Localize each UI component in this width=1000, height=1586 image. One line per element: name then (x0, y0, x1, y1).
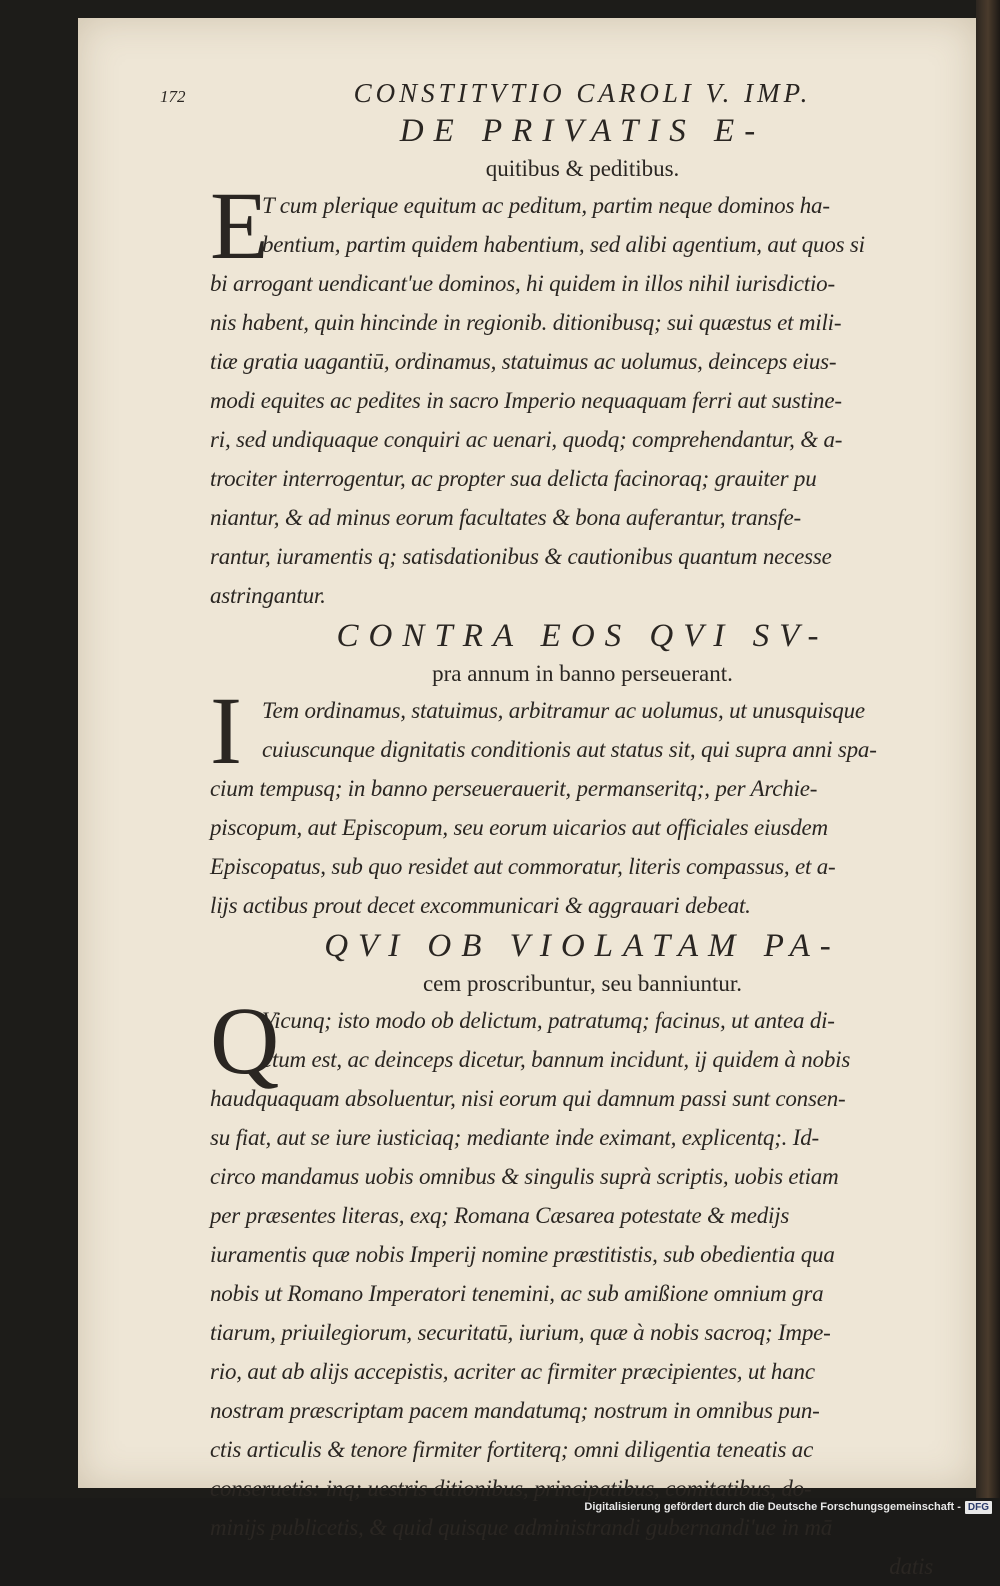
text-line: su fiat, aut se iure iusticiaq; mediante inde eximant, explicentq;. Id- (210, 1125, 819, 1150)
text-line: tiarum, priuilegiorum, securitatū, iurium, quæ à nobis sacroq; Impe- (210, 1320, 831, 1345)
text-line: nostram præscriptam pacem mandatumq; nostrum in omnibus pun- (210, 1398, 820, 1423)
section-subheading: cem proscribuntur, seu banniuntur. (422, 971, 743, 996)
text-line: lijs actibus prout decet excommunicari & aggrauari debeat. (210, 893, 751, 918)
text-line: nobis ut Romano Imperatori tenemini, ac sub amißione omnium gra (210, 1281, 824, 1306)
page-text (160, 78, 955, 1586)
dfg-logo: DFG (965, 1501, 992, 1514)
text-line: trociter interrogentur, ac propter sua delicta facinoraq; grauiter pu (210, 466, 817, 491)
text-line: iuramentis quæ nobis Imperij nomine præstitistis, sub obedientia qua (210, 1242, 835, 1267)
section-subheading: quitibus & peditibus. (485, 156, 680, 181)
section-paragraph (210, 172, 955, 615)
text-line: per præsentes literas, exq; Romana Cæsarea potestate & medijs (210, 1203, 790, 1228)
text-line: piscopum, aut Episcopum, seu eorum uicarios aut officiales eiusdem (210, 815, 828, 840)
text-line: ri, sed undiquaque conquiri ac uenari, quodq; comprehendantur, & a- (210, 427, 843, 452)
section-heading: QVI OB VIOLATAM PA- (324, 928, 841, 964)
text-line: ctum est, ac deinceps dicetur, bannum incidunt, ij quidem à nobis (262, 1047, 851, 1072)
initial-letter: I (210, 677, 242, 784)
book-spine (976, 0, 1000, 1498)
text-line: Episcopatus, sub quo residet aut commoratur, literis compassus, et a- (210, 854, 836, 879)
text-line: rio, aut ab alijs accepistis, acriter ac firmiter præcipientes, ut hanc (210, 1359, 815, 1384)
text-line: ctis articulis & tenore firmiter fortiterq; omni diligentia teneatis ac (210, 1437, 814, 1462)
folio-number: 172 (160, 87, 186, 106)
section-heading: CONTRA EOS QVI SV- (336, 618, 829, 654)
text-line: cuiuscunque dignitatis conditionis aut status sit, qui supra anni spa- (262, 737, 877, 762)
text-line: Tem ordinamus, statuimus, arbitramur ac uolumus, ut unusquisque (262, 698, 865, 723)
text-line: T cum plerique equitum ac peditum, partim neque dominos ha- (262, 193, 830, 218)
text-line: nis habent, quin hincinde in regionib. ditionibusq; sui quæstus et mili- (210, 310, 842, 335)
digitization-footer (584, 1499, 992, 1515)
text-line: bi arrogant uendicant'ue dominos, hi quidem in illos nihil iurisdictio- (210, 271, 835, 296)
section-subheading: pra annum in banno perseuerant. (432, 661, 733, 686)
text-line: bentium, partim quidem habentium, sed alibi agentium, aut quos si (262, 232, 865, 257)
footer-text: Digitalisierung gefördert durch die Deutsche Forschungsgemeinschaft - (584, 1501, 961, 1513)
text-line: tiæ gratia uagantiū, ordinamus, statuimus ac uolumus, deinceps eius- (210, 349, 837, 374)
text-line: astringantur. (210, 583, 326, 608)
text-line: haudquaquam absoluentur, nisi eorum qui damnum passi sunt consen- (210, 1086, 846, 1111)
running-head (160, 78, 955, 110)
text-line: cium tempusq; in banno perseuerauerit, permanseritq;, per Archie- (210, 776, 818, 801)
text-line: minijs publicetis, & quid quisque administrandi gubernandi'ue in mā (210, 1515, 833, 1540)
catchword: datis (889, 1554, 933, 1579)
section-heading: DE PRIVATIS E- (399, 113, 766, 149)
text-line: Vicunq; isto modo ob delictum, patratumq; facinus, ut antea di- (262, 1008, 835, 1033)
section-paragraph (210, 677, 955, 925)
running-title: CONSTITVTIO CAROLI V. IMP. (353, 78, 812, 108)
text-line: conseruetis: inq; uestris ditionibus, principatibus, comitatibus, do- (210, 1476, 812, 1501)
initial-letter: E (210, 172, 269, 279)
initial-letter: Q (210, 987, 280, 1094)
text-line: niantur, & ad minus eorum facultates & bona auferantur, transfe- (210, 505, 801, 530)
text-line: modi equites ac pedites in sacro Imperio nequaquam ferri aut sustine- (210, 388, 842, 413)
text-line: circo mandamus uobis omnibus & singulis suprà scriptis, uobis etiam (210, 1164, 839, 1189)
text-line: rantur, iuramentis q; satisdationibus & cautionibus quantum necesse (210, 544, 832, 569)
